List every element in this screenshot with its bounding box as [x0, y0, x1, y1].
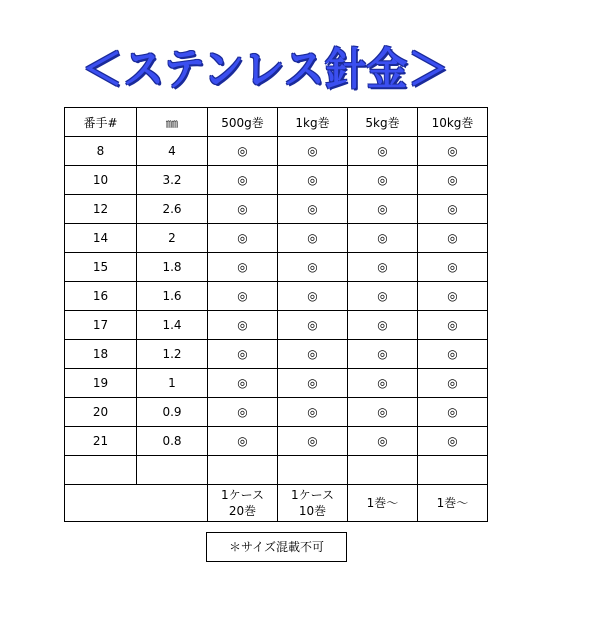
availability-mark: ◎: [348, 427, 418, 456]
availability-mark: ◎: [208, 311, 278, 340]
mm-cell: 3.2: [137, 166, 208, 195]
table-row: [65, 398, 488, 427]
availability-mark: ◎: [418, 253, 488, 282]
availability-mark: ◎: [418, 340, 488, 369]
mm-cell: 2: [137, 224, 208, 253]
availability-mark: ◎: [278, 398, 348, 427]
gauge-cell: 14: [65, 224, 137, 253]
availability-mark: ◎: [348, 369, 418, 398]
min-order-cell: [418, 485, 488, 522]
empty-row: [65, 456, 488, 485]
table-row: [65, 282, 488, 311]
mixed-size-note: ＊サイズ混載不可: [206, 532, 347, 562]
empty-cell: [348, 456, 418, 485]
empty-cell: [65, 456, 137, 485]
min-order-blank-cell: [65, 485, 208, 522]
availability-mark: ◎: [278, 340, 348, 369]
availability-mark: ◎: [348, 253, 418, 282]
availability-mark: ◎: [418, 369, 488, 398]
availability-mark: ◎: [278, 253, 348, 282]
mm-cell: 2.6: [137, 195, 208, 224]
table-row: [65, 253, 488, 282]
table-row: [65, 369, 488, 398]
header-row: [65, 108, 488, 137]
availability-mark: ◎: [348, 166, 418, 195]
min-order-cell: [208, 485, 278, 522]
table-row: [65, 137, 488, 166]
table-row: [65, 195, 488, 224]
mm-cell: 1.6: [137, 282, 208, 311]
gauge-cell: 19: [65, 369, 137, 398]
availability-mark: ◎: [208, 224, 278, 253]
empty-cell: [208, 456, 278, 485]
availability-mark: ◎: [418, 311, 488, 340]
table-row: [65, 311, 488, 340]
min-order-line1: 1巻～: [436, 496, 469, 510]
availability-mark: ◎: [278, 427, 348, 456]
min-order-line1: 1ケース: [290, 488, 335, 502]
availability-mark: ◎: [208, 137, 278, 166]
gauge-cell: 8: [65, 137, 137, 166]
stainless-wire-table: [64, 107, 488, 522]
availability-mark: ◎: [208, 195, 278, 224]
availability-mark: ◎: [418, 398, 488, 427]
gauge-cell: 21: [65, 427, 137, 456]
availability-mark: ◎: [348, 340, 418, 369]
availability-mark: ◎: [208, 398, 278, 427]
availability-mark: ◎: [208, 253, 278, 282]
gauge-cell: 12: [65, 195, 137, 224]
availability-mark: ◎: [348, 224, 418, 253]
availability-mark: ◎: [278, 224, 348, 253]
mm-cell: 0.8: [137, 427, 208, 456]
availability-mark: ◎: [278, 282, 348, 311]
table-row: [65, 340, 488, 369]
mm-cell: 1.4: [137, 311, 208, 340]
empty-cell: [278, 456, 348, 485]
availability-mark: ◎: [418, 195, 488, 224]
availability-mark: ◎: [208, 340, 278, 369]
availability-mark: ◎: [418, 427, 488, 456]
gauge-cell: 17: [65, 311, 137, 340]
header-mm: ㎜: [137, 108, 208, 137]
availability-mark: ◎: [418, 224, 488, 253]
mm-cell: 1.2: [137, 340, 208, 369]
min-order-line2: 20巻: [228, 504, 257, 518]
min-order-line2: 10巻: [298, 504, 327, 518]
table-row: [65, 224, 488, 253]
availability-mark: ◎: [278, 195, 348, 224]
gauge-cell: 10: [65, 166, 137, 195]
table-row: [65, 166, 488, 195]
availability-mark: ◎: [208, 166, 278, 195]
gauge-cell: 18: [65, 340, 137, 369]
mm-cell: 4: [137, 137, 208, 166]
min-order-row: [65, 485, 488, 522]
min-order-cell: [278, 485, 348, 522]
mm-cell: 0.9: [137, 398, 208, 427]
page-title: ＜ステンレス針金＞: [82, 44, 450, 95]
header-gauge: 番手#: [65, 108, 137, 137]
availability-mark: ◎: [418, 137, 488, 166]
gauge-cell: 16: [65, 282, 137, 311]
availability-mark: ◎: [418, 166, 488, 195]
header-1kg: 1kg巻: [278, 108, 348, 137]
availability-mark: ◎: [208, 282, 278, 311]
availability-mark: ◎: [348, 195, 418, 224]
empty-cell: [418, 456, 488, 485]
availability-mark: ◎: [208, 369, 278, 398]
availability-mark: ◎: [418, 282, 488, 311]
mm-cell: 1: [137, 369, 208, 398]
table-row: [65, 427, 488, 456]
availability-mark: ◎: [348, 282, 418, 311]
availability-mark: ◎: [278, 166, 348, 195]
header-500g: 500g巻: [208, 108, 278, 137]
min-order-cell: [348, 485, 418, 522]
gauge-cell: 20: [65, 398, 137, 427]
availability-mark: ◎: [348, 137, 418, 166]
availability-mark: ◎: [208, 427, 278, 456]
header-10kg: 10kg巻: [418, 108, 488, 137]
availability-mark: ◎: [278, 369, 348, 398]
min-order-line1: 1巻～: [366, 496, 399, 510]
gauge-cell: 15: [65, 253, 137, 282]
availability-mark: ◎: [278, 137, 348, 166]
availability-mark: ◎: [348, 311, 418, 340]
availability-mark: ◎: [278, 311, 348, 340]
header-5kg: 5kg巻: [348, 108, 418, 137]
mm-cell: 1.8: [137, 253, 208, 282]
min-order-line1: 1ケース: [220, 488, 265, 502]
empty-cell: [137, 456, 208, 485]
availability-mark: ◎: [348, 398, 418, 427]
